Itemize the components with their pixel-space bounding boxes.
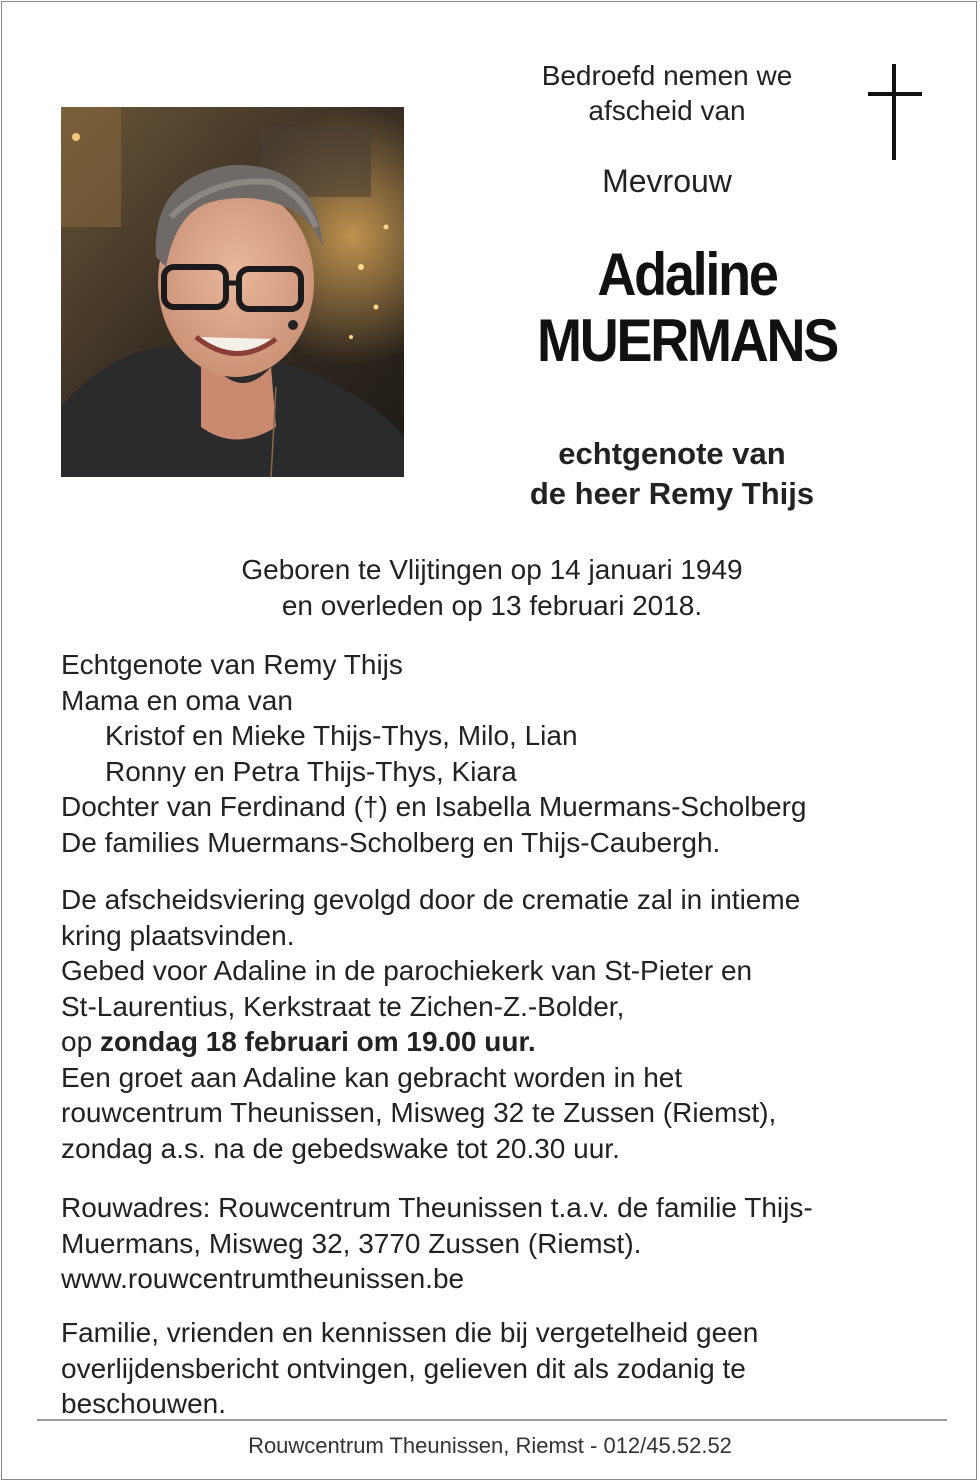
- spouse-info: [472, 434, 872, 514]
- life-dates: [152, 552, 832, 624]
- spouse-line: echtgenote van: [558, 436, 786, 471]
- cross-icon: [864, 64, 926, 162]
- address-line: Rouwadres: Rouwcentrum Theunissen t.a.v. de familie Thijs-: [61, 1192, 813, 1223]
- honorific: Mevrouw: [602, 163, 732, 199]
- first-name: Adaline: [597, 241, 777, 308]
- footer-text: Rouwcentrum Theunissen, Riemst - 012/45.52.52: [248, 1433, 732, 1458]
- ceremony-date: zondag 18 februari om 19.00 uur.: [99, 1026, 536, 1057]
- family-line: Ronny en Petra Thijs-Thys, Kiara: [105, 755, 517, 787]
- ceremony-line: Een groet aan Adaline kan gebracht worden in het: [61, 1061, 683, 1093]
- intro-text: [482, 58, 852, 128]
- website-link[interactable]: www.rouwcentrumtheunissen.be: [61, 1263, 465, 1294]
- notice-line: overlijdensbericht ontvingen, gelieven dit als zodanig te: [61, 1352, 746, 1384]
- ceremony-line: De afscheidsviering gevolgd door de crematie zal in intieme: [61, 884, 801, 915]
- ceremony-line: zondag a.s. na de gebedswake tot 20.30 uur.: [61, 1132, 620, 1164]
- death-notice-card: [1, 1, 977, 1480]
- ceremony-section: [61, 882, 941, 1166]
- intro-line: afscheid van: [588, 95, 746, 126]
- family-line: Echtgenote van Remy Thijs: [61, 649, 403, 680]
- family-section: [61, 647, 941, 860]
- mourning-address: [61, 1190, 941, 1297]
- notice-line: Familie, vrienden en kennissen die bij vergetelheid geen: [61, 1317, 759, 1348]
- ceremony-line: rouwcentrum Theunissen, Misweg 32 te Zussen (Riemst),: [61, 1097, 777, 1128]
- family-line: Mama en oma van: [61, 684, 293, 716]
- family-line: Dochter van Ferdinand (†) en Isabella Muermans-Scholberg: [61, 791, 807, 822]
- notice-line: beschouwen.: [61, 1388, 227, 1419]
- family-line: Kristof en Mieke Thijs-Thys, Milo, Lian: [105, 720, 578, 751]
- family-line: De families Muermans-Scholberg en Thijs-Caubergh.: [61, 826, 721, 858]
- portrait-photo: [61, 107, 404, 477]
- address-line: Muermans, Misweg 32, 3770 Zussen (Riemst).: [61, 1227, 642, 1259]
- closing-notice: [61, 1315, 941, 1422]
- spouse-line: de heer Remy Thijs: [529, 476, 815, 511]
- ceremony-line: kring plaatsvinden.: [61, 919, 295, 951]
- death-line: en overleden op 13 februari 2018.: [281, 590, 703, 621]
- deceased-name: [494, 242, 881, 374]
- ceremony-date-prefix: op: [61, 1026, 100, 1057]
- birth-line: Geboren te Vlijtingen op 14 januari 1949: [241, 554, 743, 585]
- ceremony-date-line: [61, 1024, 941, 1060]
- last-name: MUERMANS: [536, 307, 837, 374]
- ceremony-line: St-Laurentius, Kerkstraat te Zichen-Z.-Bolder,: [61, 990, 625, 1022]
- ceremony-line: Gebed voor Adaline in de parochiekerk van St-Pieter en: [61, 955, 753, 986]
- footer-divider: [37, 1419, 947, 1421]
- intro-line: Bedroefd nemen we: [541, 60, 793, 91]
